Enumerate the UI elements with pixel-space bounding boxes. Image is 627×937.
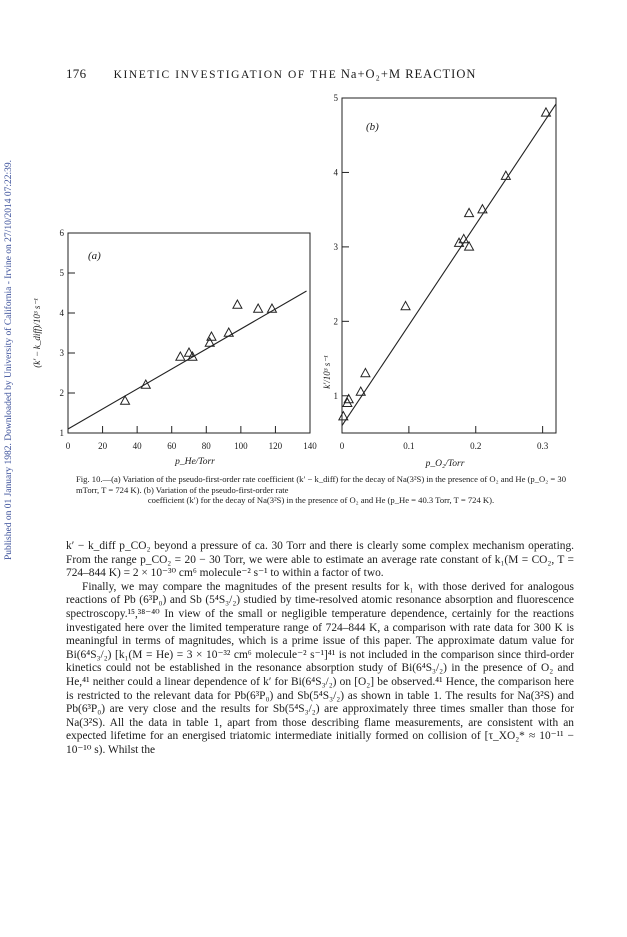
running-head — [66, 66, 536, 82]
data-point — [401, 301, 410, 309]
x-tick-label: 0.2 — [470, 441, 482, 451]
y-tick-label: 1 — [59, 428, 64, 438]
data-points — [339, 108, 551, 420]
y-tick-label: 1 — [333, 390, 338, 401]
running-title-reaction: Na+O₂+M REACTION — [340, 67, 477, 81]
data-points — [121, 300, 277, 404]
caption-line-1: Fig. 10.—(a) Variation of the pseudo-first-order rate coefficient (k′ − k_diff) for the decay of Na(3²S) in — [76, 474, 434, 484]
plot-frame — [68, 233, 310, 433]
fit-line-segment — [342, 104, 556, 426]
data-point — [176, 352, 185, 360]
fit-line — [342, 104, 556, 426]
x-axis-label: p_O₂/Torr — [425, 459, 465, 469]
data-point — [465, 208, 474, 216]
y-tick-label: 6 — [59, 228, 64, 238]
caption-line-2: the presence of O₂ and He (p_O₂ = 30 mTorr, T = 724 K). (b) Variation of the pseudo-first-order rate — [76, 474, 566, 495]
axis-ticks — [334, 93, 549, 451]
figure-caption — [76, 474, 566, 506]
chart-panel-b — [300, 90, 580, 475]
chart-panel-a — [30, 225, 330, 475]
x-tick-label: 20 — [98, 441, 108, 451]
data-point — [233, 300, 242, 308]
download-watermark — [0, 0, 18, 937]
page-number: 176 — [66, 66, 87, 81]
paragraph: k′ − k_diff p_CO₂ beyond a pressure of ca. 30 Torr and there is clearly some complex mechanism operating. From the range p_CO₂ = 20 − 30 Torr, we were able to estimate an average rate constant of k₁(M = CO₂, T = 724–844 K) = 2 × 10⁻³⁰ cm⁶ molecule⁻² s⁻¹ to within a factor of two. — [66, 540, 574, 580]
x-tick-label: 40 — [132, 441, 142, 451]
x-tick-label: 0 — [65, 441, 71, 451]
y-tick-label: 2 — [333, 316, 338, 327]
download-watermark-text: Published on 01 January 1982. Downloaded by University of California - Irvine on 27/10/2014 07:22:39. — [4, 159, 14, 561]
running-title: KINETIC INVESTIGATION OF THE — [113, 69, 338, 81]
x-tick-label: 140 — [303, 441, 317, 451]
y-tick-label: 4 — [333, 167, 338, 178]
y-tick-label: 4 — [59, 308, 64, 318]
y-tick-label: 3 — [333, 241, 338, 252]
y-tick-label: 5 — [59, 268, 64, 278]
panel-tag: (b) — [366, 121, 379, 133]
x-tick-label: 0.1 — [403, 441, 415, 451]
fit-line-segment — [68, 291, 307, 429]
x-tick-label: 60 — [167, 441, 177, 451]
x-tick-label: 80 — [201, 441, 211, 451]
data-point — [224, 328, 233, 336]
x-tick-label: 100 — [234, 441, 248, 451]
y-tick-label: 2 — [59, 388, 64, 398]
y-axis-label: k′/10³ s⁻¹ — [322, 355, 332, 389]
y-tick-label: 3 — [59, 348, 64, 358]
body-text — [66, 540, 574, 758]
x-tick-label: 120 — [268, 441, 283, 451]
y-axis-label: (k′ − k_diff)/10³ s⁻¹ — [32, 298, 42, 368]
data-point — [356, 387, 365, 395]
y-tick-label: 5 — [333, 93, 338, 103]
x-tick-label: 0.3 — [537, 441, 549, 451]
fit-line — [68, 291, 307, 429]
data-point — [207, 332, 216, 340]
caption-line-3: coefficient (k′) for the decay of Na(3²S) in the presence of O₂ and He (p_He = 40.3 Torr, T = 724 K). — [147, 495, 495, 505]
data-point — [361, 368, 370, 376]
x-axis-label: p_He/Torr — [175, 457, 215, 467]
data-point — [254, 304, 263, 312]
panel-tag: (a) — [88, 250, 101, 262]
x-tick-label: 0 — [339, 441, 345, 451]
paragraph: Finally, we may compare the magnitudes of the present results for k₁ with those derived for analogous reactions of Pb (6³P₀) and Sb (5⁴S₃/₂) studied by time-resolved atomic resonance absorption and fluorescence spectroscopy.¹⁵,³⁸⁻⁴⁰ In view of the small or negligible temperature dependence, certainly for the reactions investigated here over the limited temperature range of 724–844 K, a comparison with rate data for 300 K is meaningful in terms of magnitudes, which is a prime issue of this paper. The approximate datum value for Bi(6⁴S₃/₂) [k₁(M = He) = 3 × 10⁻³² cm⁶ molecule⁻² s⁻¹]⁴¹ is not included in the comparison since third-order kinetics could not be established in the resonance absorption study of Bi(6⁴S₃/₂) in the presence of O₂ and He,⁴¹ neither could a linear dependence of k′ for Bi(6⁴S₃/₂) on [O₂] be observed.⁴¹ Hence, the comparison here is restricted to the relevant data for Pb(6³P₀) and Sb(5⁴S₃/₂) as shown in table 1. The results for Na(3²S) and Pb(6³P₀) are very close and the results for Sb(5⁴S₃/₂) are approximately three times smaller than those for Na(3²S). All the data in table 1, apart from those describing flame measurements, are consistent with an expected lifetime for an energised triatomic intermediate initially formed on collision of [τ_XO₂* ≈ 10⁻¹¹ − 10⁻¹⁰ s). Whilst the — [66, 580, 574, 756]
